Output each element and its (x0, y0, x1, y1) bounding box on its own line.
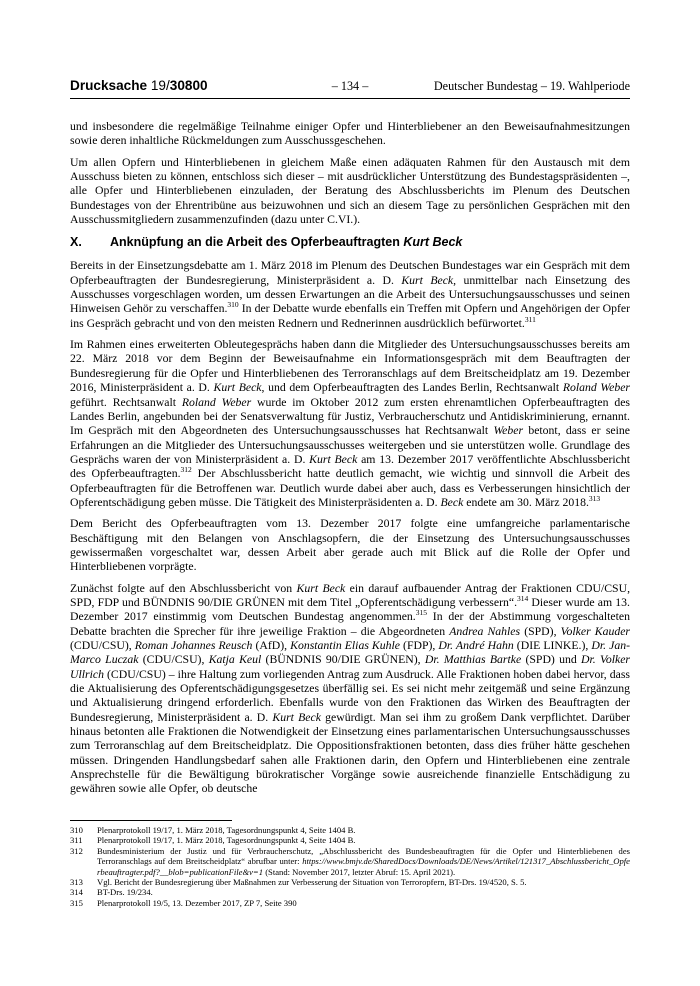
paragraph: und insbesondere die regelmäßige Teilnahme einiger Opfer und Hinterbliebener an den Beweisaufnahmesitzungen sowie deren inhaltliche Rückmeldungen zum Ausschussgeschehen. (70, 120, 630, 148)
footnote: 315 Plenarprotokoll 19/5, 13. Dezember 2017, ZP 7, Seite 390 (70, 897, 297, 908)
footnotes (70, 825, 630, 908)
footnote: 314 BT-Drs. 19/234. (70, 887, 153, 898)
footnote-rule (70, 820, 232, 821)
footnote-ref[interactable]: 313 (588, 494, 601, 503)
footnote: 313 Vgl. Bericht der Bundesregierung über Maßnahmen zur Verbesserung der Situation von Terroropfern, BT-Drs. 19/4520, S. 5. (70, 877, 527, 888)
footnote-ref[interactable]: 311 (524, 314, 536, 324)
footnote-ref[interactable]: 314 (517, 594, 529, 604)
paragraph: Zunächst folgte auf den Abschlussbericht von Kurt Beck ein darauf aufbauender Antrag der Fraktionen CDU/CSU, SPD, FDP und BÜNDNIS 90/DIE GRÜNEN mit dem Titel „Opferentschädigung verbessern“.$^{314}$ Dieser wurde am 13. Dezember 2017 einstimmig vom Deutschen Bundestag angenommen.$^{315}$ In der der Abstimmung vorgeschalteten Debatte brachten die Sprecher für ihre jeweilige Fraktion – die Abgeordneten Andrea Nahles (SPD), Volker Kauder (CDU/CSU), Roman Johannes Reusch (AfD), Konstantin Elias Kuhle (FDP), Dr. André Hahn (DIE LINKE.), Dr. Jan-Marco Luczak (CDU/CSU), Katja Keul (BÜNDNIS 90/DIE GRÜNEN), Dr. Matthias Bartke (SPD) und Dr. Volker Ullrich (CDU/CSU) – ihre Haltung zum vorliegenden Antrag zum Ausdruck. Alle Fraktionen hoben dabei hervor, dass die Aktualisierung des Opferentschädigungsgesetzes überfällig sei. Es sei nicht mehr zeitgemäß und seine Ergänzung und Aktualisierung dringend erforderlich. Ebenfalls wurde von den Fraktionen das Wirken des Beauftragten der Bundesregierung, Ministerpräsident a. D. Kurt Beck gewürdigt. Man sei ihm zu großem Dank verpflichtet. Darüber hinaus betonten alle Fraktionen die Notwendigkeit der Einsetzung eines parlamentarischen Untersuchungsausschusses zum Terroranschlag auf dem Breitscheidplatz. Die Oppositionsfraktionen betonten, dass dies früher hätte geschehen müssen. Dringenden Handlungsbedarf sahen alle Fraktionen darin, den Opfern und Hinterbliebenen eine zentrale Ansprechstelle für die Bewältigung bürokratischer Vorgänge sowie ausreichende finanzielle Entschädigung zu gewähren sowie alle Opfer, ob deutsche (70, 581, 631, 796)
footnote-ref[interactable]: 310 (227, 300, 239, 310)
footnote: 311 Plenarprotokoll 19/17, 1. März 2018, Tagesordnungspunkt 4, Seite 1404 B. (70, 835, 356, 846)
paragraph: Um allen Opfern und Hinterbliebenen in gleichem Maße einen adäquaten Rahmen für den Austausch mit dem Ausschuss bieten zu können, entschloss sich dieser – mit ausdrücklicher Unterstützung des Bundestagspräsidenten –, alle Opfer und Hinterbliebenen einzuladen, der Beratung des Abschlussberichts im Plenum des Deutschen Bundestages von der Ehrentribüne aus beizuwohnen und sich an diesem Tage zu persönlichen Gesprächen mit den Ausschussmitgliedern zusammenzufinden (dazu unter C.VI.). (70, 155, 630, 227)
publisher-label: Deutscher Bundestag – 19. Wahlperiode (433, 79, 630, 93)
page-header (70, 78, 630, 96)
footnote-link[interactable]: https://www.bmjv.de/SharedDocs/Downloads/DE/News/Artikel/121317_Abschlussbericht_Opferbeauftragter.pdf?__blob=publicationFile&v=1 (97, 856, 630, 877)
footnote-ref[interactable]: 315 (415, 608, 427, 618)
footnote: 310 Plenarprotokoll 19/17, 1. März 2018, Tagesordnungspunkt 4, Seite 1404 B. (70, 825, 356, 835)
page-number: – 134 – (331, 79, 369, 93)
drucksache-number: Drucksache 19/30800 (70, 78, 208, 93)
footnote-ref[interactable]: 312 (180, 465, 192, 475)
section-heading: X. Anknüpfung an die Arbeit des Opferbeauftragten Kurt Beck (70, 235, 463, 250)
header-rule (70, 98, 630, 99)
paragraph: Dem Bericht des Opferbeauftragten vom 13. Dezember 2017 folgte eine umfangreiche parlamentarische Beschäftigung mit den Belangen von Anschlagsopfern, die der Einsetzung des Untersuchungsausschusses gewissermaßen vorgeschaltet war, dessen Arbeit aber gerade auch mit Blick auf die Rolle der Opfer und Hinterbliebenen vorprägte. (70, 517, 630, 574)
body-text (70, 120, 630, 804)
paragraph: Bereits in der Einsetzungsdebatte am 1. März 2018 im Plenum des Deutschen Bundestages war ein Gespräch mit dem Opferbeauftragten der Bundesregierung, Ministerpräsident a. D. Kurt Beck, unmittelbar nach Einsetzung des Ausschusses vorgeschlagen worden, um dessen Erwartungen an die Arbeit des Untersuchungsausschusses und seinen Hinweisen Gehör zu verschaffen.$^{310}$ In der Debatte wurde ebenfalls ein Treffen mit Opfern und Angehörigen der Opfer ins Gespräch gebracht und von den meisten Rednern und Rednerinnen ausdrücklich befürwortet.$^{311}$ (70, 259, 631, 330)
paragraph: Im Rahmen eines erweiterten Obleutegesprächs haben dann die Mitglieder des Untersuchungsausschusses bereits am 22. März 2018 vor dem Beginn der Beweisaufnahme ein Informationsgespräch mit dem Beauftragten der Bundesregierung für die Opfer und Hinterbliebenen des Terroranschlags auf dem Breitscheidplatz am 19. Dezember 2016, Ministerpräsident a. D. Kurt Beck, und dem Opferbeauftragten des Landes Berlin, Rechtsanwalt Roland Weber geführt. Rechtsanwalt Roland Weber wurde im Oktober 2012 zum ersten ehrenamtlichen Opferbeauftragten des Landes Berlin, angebunden bei der Senatsverwaltung für Justiz, Verbraucherschutz und Antidiskriminierung, ernannt. Im Gespräch mit den Abgeordneten des Untersuchungsausschusses hat Rechtsanwalt Weber betont, dass er seine Erfahrungen an die Mitglieder des Untersuchungsausschusses weitergeben und sie unterstützen wolle. Grundlage des Gesprächs waren der von Ministerpräsident a. D. Kurt Beck am 13. Dezember 2017 veröffentlichte Abschlussbericht des Opferbeauftragten.$^{312}$ Der Abschlussbericht hatte deutlich gemacht, wie wichtig und sinnvoll die Arbeit des Opferbeauftragten für die Betroffenen war. Deutlich wurde dabei aber auch, dass es Verbesserungen hinsichtlich der Opferentschädigung geben müsse. Die Tätigkeit des Ministerpräsidenten a. D. Beck endete am 30. März 2018.$^{313}$ (70, 338, 631, 509)
footnote: 312 Bundesministerium der Justiz und für Verbraucherschutz, „Abschlussbericht des Bundesbeauftragten für die Opfer und Hinterbliebenen des Terroranschlags auf dem Breitscheidplatz“ abrufbar unter: https://www.bmjv.de/SharedDocs/Downloads/DE/News/Artikel/121317_Abschlussbericht_Opferbeauftragter.pdf?__blob=publicationFile&v=1 (Stand: November 2017, letzter Abruf: 15. April 2021). (70, 845, 630, 877)
